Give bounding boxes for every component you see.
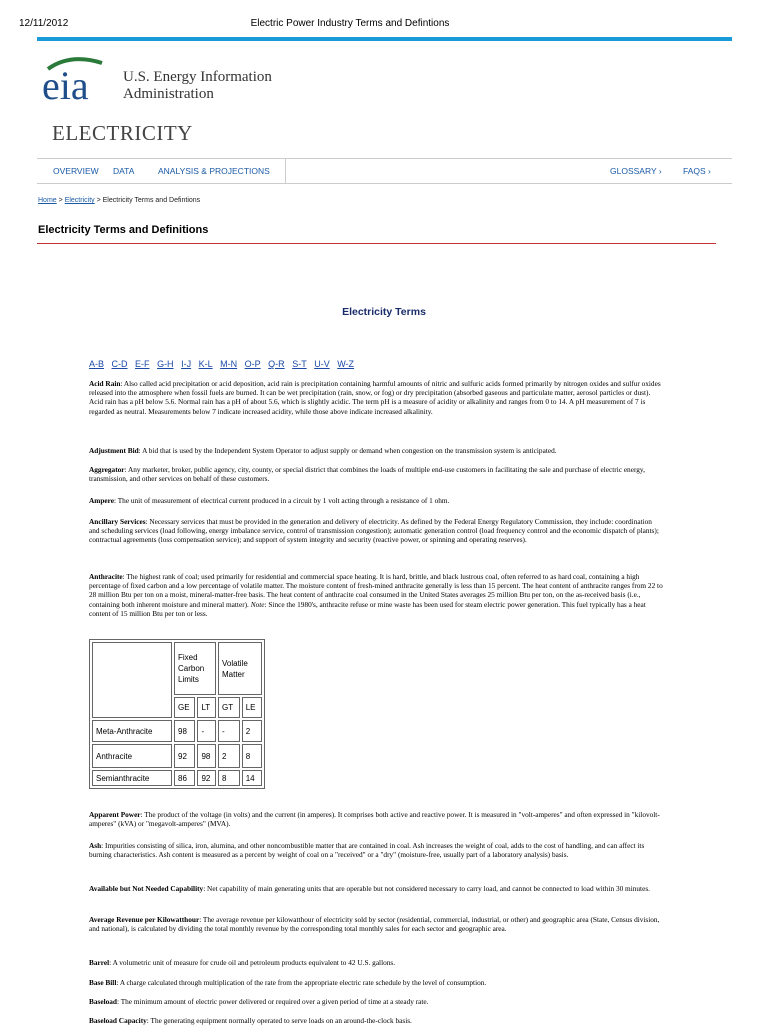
term-definition: : The highest rank of coal; used primarily for residential and commercial space heating. It is hard, brittle, and black lustrous coal, often referred to as hard coal, containing a high percentage of fixed carbon and a low percentage of volatile matter. The moisture content of fresh-mined anthracite generally is less than 15 percent. The heat content of anthracite ranges from 22 to 28 million Btu per ton on a moist, mineral-matter-free basis. The heat content of anthracite coal consumed in the United States averages 25 million Btu per ton, on the as-received basis (i.e., containing both inherent moisture and mineral matter). [89,572,663,609]
alpha-link-q-r[interactable]: Q-R [268,359,285,369]
term-name: Base Bill [89,978,117,987]
table-cell: 2 [242,720,262,742]
term-definition: : The product of the voltage (in volts) and the current (in amperes). It comprises both active and reactive power. It is measured in "volt-amperes" and often expressed in "kilovolt-amperes" (kVA) or "megavolt-amperes" (MVA). [89,810,660,829]
alpha-link-a-b[interactable]: A-B [89,359,105,369]
agency-name[interactable] [123,69,272,103]
table-cell: 2 [218,744,240,768]
term-name: Available but Not Needed Capability [89,884,204,893]
term-entry [89,958,664,967]
nav-analysis-projections[interactable]: ANALYSIS & PROJECTIONS [158,166,270,176]
nav-divider [285,159,286,183]
term-entry [89,915,664,933]
table-header-cell: LE [242,697,262,718]
table-cell: Anthracite [92,744,172,768]
term-definition: : The average revenue per kilowatthour of electricity sold by sector (residential, commercial, industrial, or other) and geographic area (State, Census division, and national), is calculated by dividing the total monthly revenue by the corresponding total monthly sales for each sector and geographic area. [89,915,660,934]
term-name: Ampere [89,496,114,505]
terms-heading: Electricity Terms [342,306,426,318]
table-row [92,770,262,786]
breadcrumb-electricity[interactable]: Electricity [64,197,95,204]
term-name: Adjustment Bid [89,446,139,455]
table-cell: 14 [242,770,262,786]
print-title: Electric Power Industry Terms and Defintions [250,18,450,29]
table-cell: 98 [174,720,195,742]
table-cell: Meta-Anthracite [92,720,172,742]
table-row [92,744,262,768]
term-name: Ash [89,841,102,850]
table-header-row [92,642,262,695]
table-header-cell: GT [218,697,240,718]
main-nav [37,158,732,184]
term-entry [89,517,664,545]
agency-line-2: Administration [123,86,214,102]
table-cell: - [197,720,216,742]
term-entry [89,997,664,1006]
term-entry [89,465,664,483]
term-definition: : The minimum amount of electric power delivered or required over a given period of time at a steady rate. [116,997,429,1006]
alpha-link-i-j[interactable]: I-J [181,359,192,369]
table-header-cell: GE [174,697,195,718]
breadcrumb-separator: > [96,197,101,204]
term-entry [89,379,664,416]
alpha-link-e-f[interactable]: E-F [135,359,150,369]
term-name: Baseload [89,997,117,1006]
term-definition: : Impurities consisting of silica, iron, alumina, and other noncombustible matter that are contained in coal. Ash increases the weight of coal, adds to the cost of handling, and can affect its burning characteristics. Ash content is measured as a percent by weight of coal on a "received" or a "dry" (moisture-free, usually part of a laboratory analysis) basis. [89,841,645,860]
term-definition: : A bid that is used by the Independent System Operator to adjust supply or demand when congestion on the transmission system is anticipated. [138,446,557,455]
table-cell: 86 [174,770,195,786]
term-name: Anthracite [89,572,123,581]
eia-logo[interactable] [40,55,110,105]
term-entry [89,810,664,828]
breadcrumb [38,197,200,204]
alpha-link-c-d[interactable]: C-D [111,359,128,369]
breadcrumb-current: Electricity Terms and Defintions [102,197,201,204]
term-definition: : A volumetric unit of measure for crude oil and petroleum products equivalent to 42 U.S. gallons. [109,958,396,967]
table-cell: 8 [218,770,240,786]
table-cell: Semianthracite [92,770,172,786]
note-label: Note [250,599,265,609]
term-entry [89,884,664,893]
section-title: ELECTRICITY [52,121,193,145]
term-entry [89,572,664,618]
top-accent-bar [37,37,732,41]
nav-faqs[interactable]: FAQS › [683,166,711,176]
table-cell: 8 [242,744,262,768]
table-header-cell: LT [197,697,216,718]
nav-data[interactable]: DATA [113,166,135,176]
agency-line-1: U.S. Energy Information [123,69,272,85]
logo-text: eia [42,63,89,105]
term-name: Average Revenue per Kilowatthour [89,915,200,924]
term-definition: : The unit of measurement of electrical current produced in a circuit by 1 volt acting through a resistance of 1 ohm. [114,496,450,505]
term-definition: : A charge calculated through multiplication of the rate from the appropriate electric rate schedule by the level of consumption. [116,978,487,987]
alpha-link-g-h[interactable]: G-H [157,359,174,369]
table-cell: 92 [197,770,216,786]
term-entry [89,978,664,987]
table-corner-cell [92,642,172,718]
term-definition: : Also called acid precipitation or acid deposition, acid rain is precipitation containing harmful amounts of nitric and sulfuric acids formed primarily by nitrogen oxides and sulfur oxides released into the atmosphere when fossil fuels are burned. It can be wet precipitation (rain, snow, or fog) or dry precipitation (absorbed gaseous and particulate matter, aerosol particles or dust). Acid rain has a pH below 5.6. Normal rain has a pH of about 5.6, which is slightly acidic. The term pH is a measure of acidity or alkalinity and ranges from 0 to 14. A pH measurement of 7 is regarded as neutral. Measurements below 7 indicate increased acidity, while those above indicate increased alkalinity. [89,379,661,416]
term-name: Aggregator [89,465,125,474]
term-definition: : The generating equipment normally operated to serve loads on an around-the-clock basis. [146,1016,412,1025]
term-name: Acid Rain [89,379,121,388]
nav-overview[interactable]: OVERVIEW [53,166,99,176]
term-name: Apparent Power [89,810,141,819]
table-row [92,720,262,742]
term-definition: : Net capability of main generating units that are operable but not considered necessary to carry load, and cannot be connected to load within 30 minutes. [203,884,650,893]
title-divider [37,243,716,244]
table-cell: - [218,720,240,742]
page-title: Electricity Terms and Definitions [38,224,209,236]
alpha-link-w-z[interactable]: W-Z [337,359,355,369]
table-cell: 98 [197,744,216,768]
term-entry [89,496,664,505]
note-text: : Since the 1980's, anthracite refuse or mine waste has been used for steam electric power generation. This fuel typically has a heat content of 15 million Btu per ton or less. [89,599,646,618]
eia-logo-icon [40,55,110,105]
alphabet-index [89,359,359,369]
table-header-cell: Volatile Matter [218,642,262,695]
alpha-link-o-p[interactable]: O-P [244,359,261,369]
table-cell: 92 [174,744,195,768]
term-name: Ancillary Services [89,517,146,526]
alpha-link-k-l[interactable]: K-L [198,359,213,369]
term-name: Baseload Capacity [89,1016,147,1025]
alpha-link-u-v[interactable]: U-V [314,359,330,369]
term-name: Barrel [89,958,110,967]
alpha-link-m-n[interactable]: M-N [220,359,238,369]
print-date: 12/11/2012 [19,18,69,29]
breadcrumb-home[interactable]: Home [38,197,57,204]
alpha-link-s-t[interactable]: S-T [292,359,307,369]
term-entry [89,446,664,455]
nav-glossary[interactable]: GLOSSARY › [610,166,662,176]
breadcrumb-separator: > [58,197,63,204]
term-entry [89,841,664,859]
print-header [0,18,768,32]
coal-rank-table [89,639,265,789]
table-header-cell: Fixed Carbon Limits [174,642,216,695]
term-definition: : Any marketer, broker, public agency, city, county, or special district that combines the loads of multiple end-use customers in facilitating the sale and purchase of electric energy, transmission, and other services on behalf of these customers. [89,465,645,484]
term-definition: : Necessary services that must be provided in the generation and delivery of electricity. As defined by the Federal Energy Regulatory Commission, they include: coordination and scheduling services (load following, energy imbalance service, control of transmission congestion); automatic generation control (load frequency control and the economic dispatch of plants); contractual agreements (loss compensation service); and support of system integrity and security (reactive power, or spinning and operating reserves). [89,517,659,545]
